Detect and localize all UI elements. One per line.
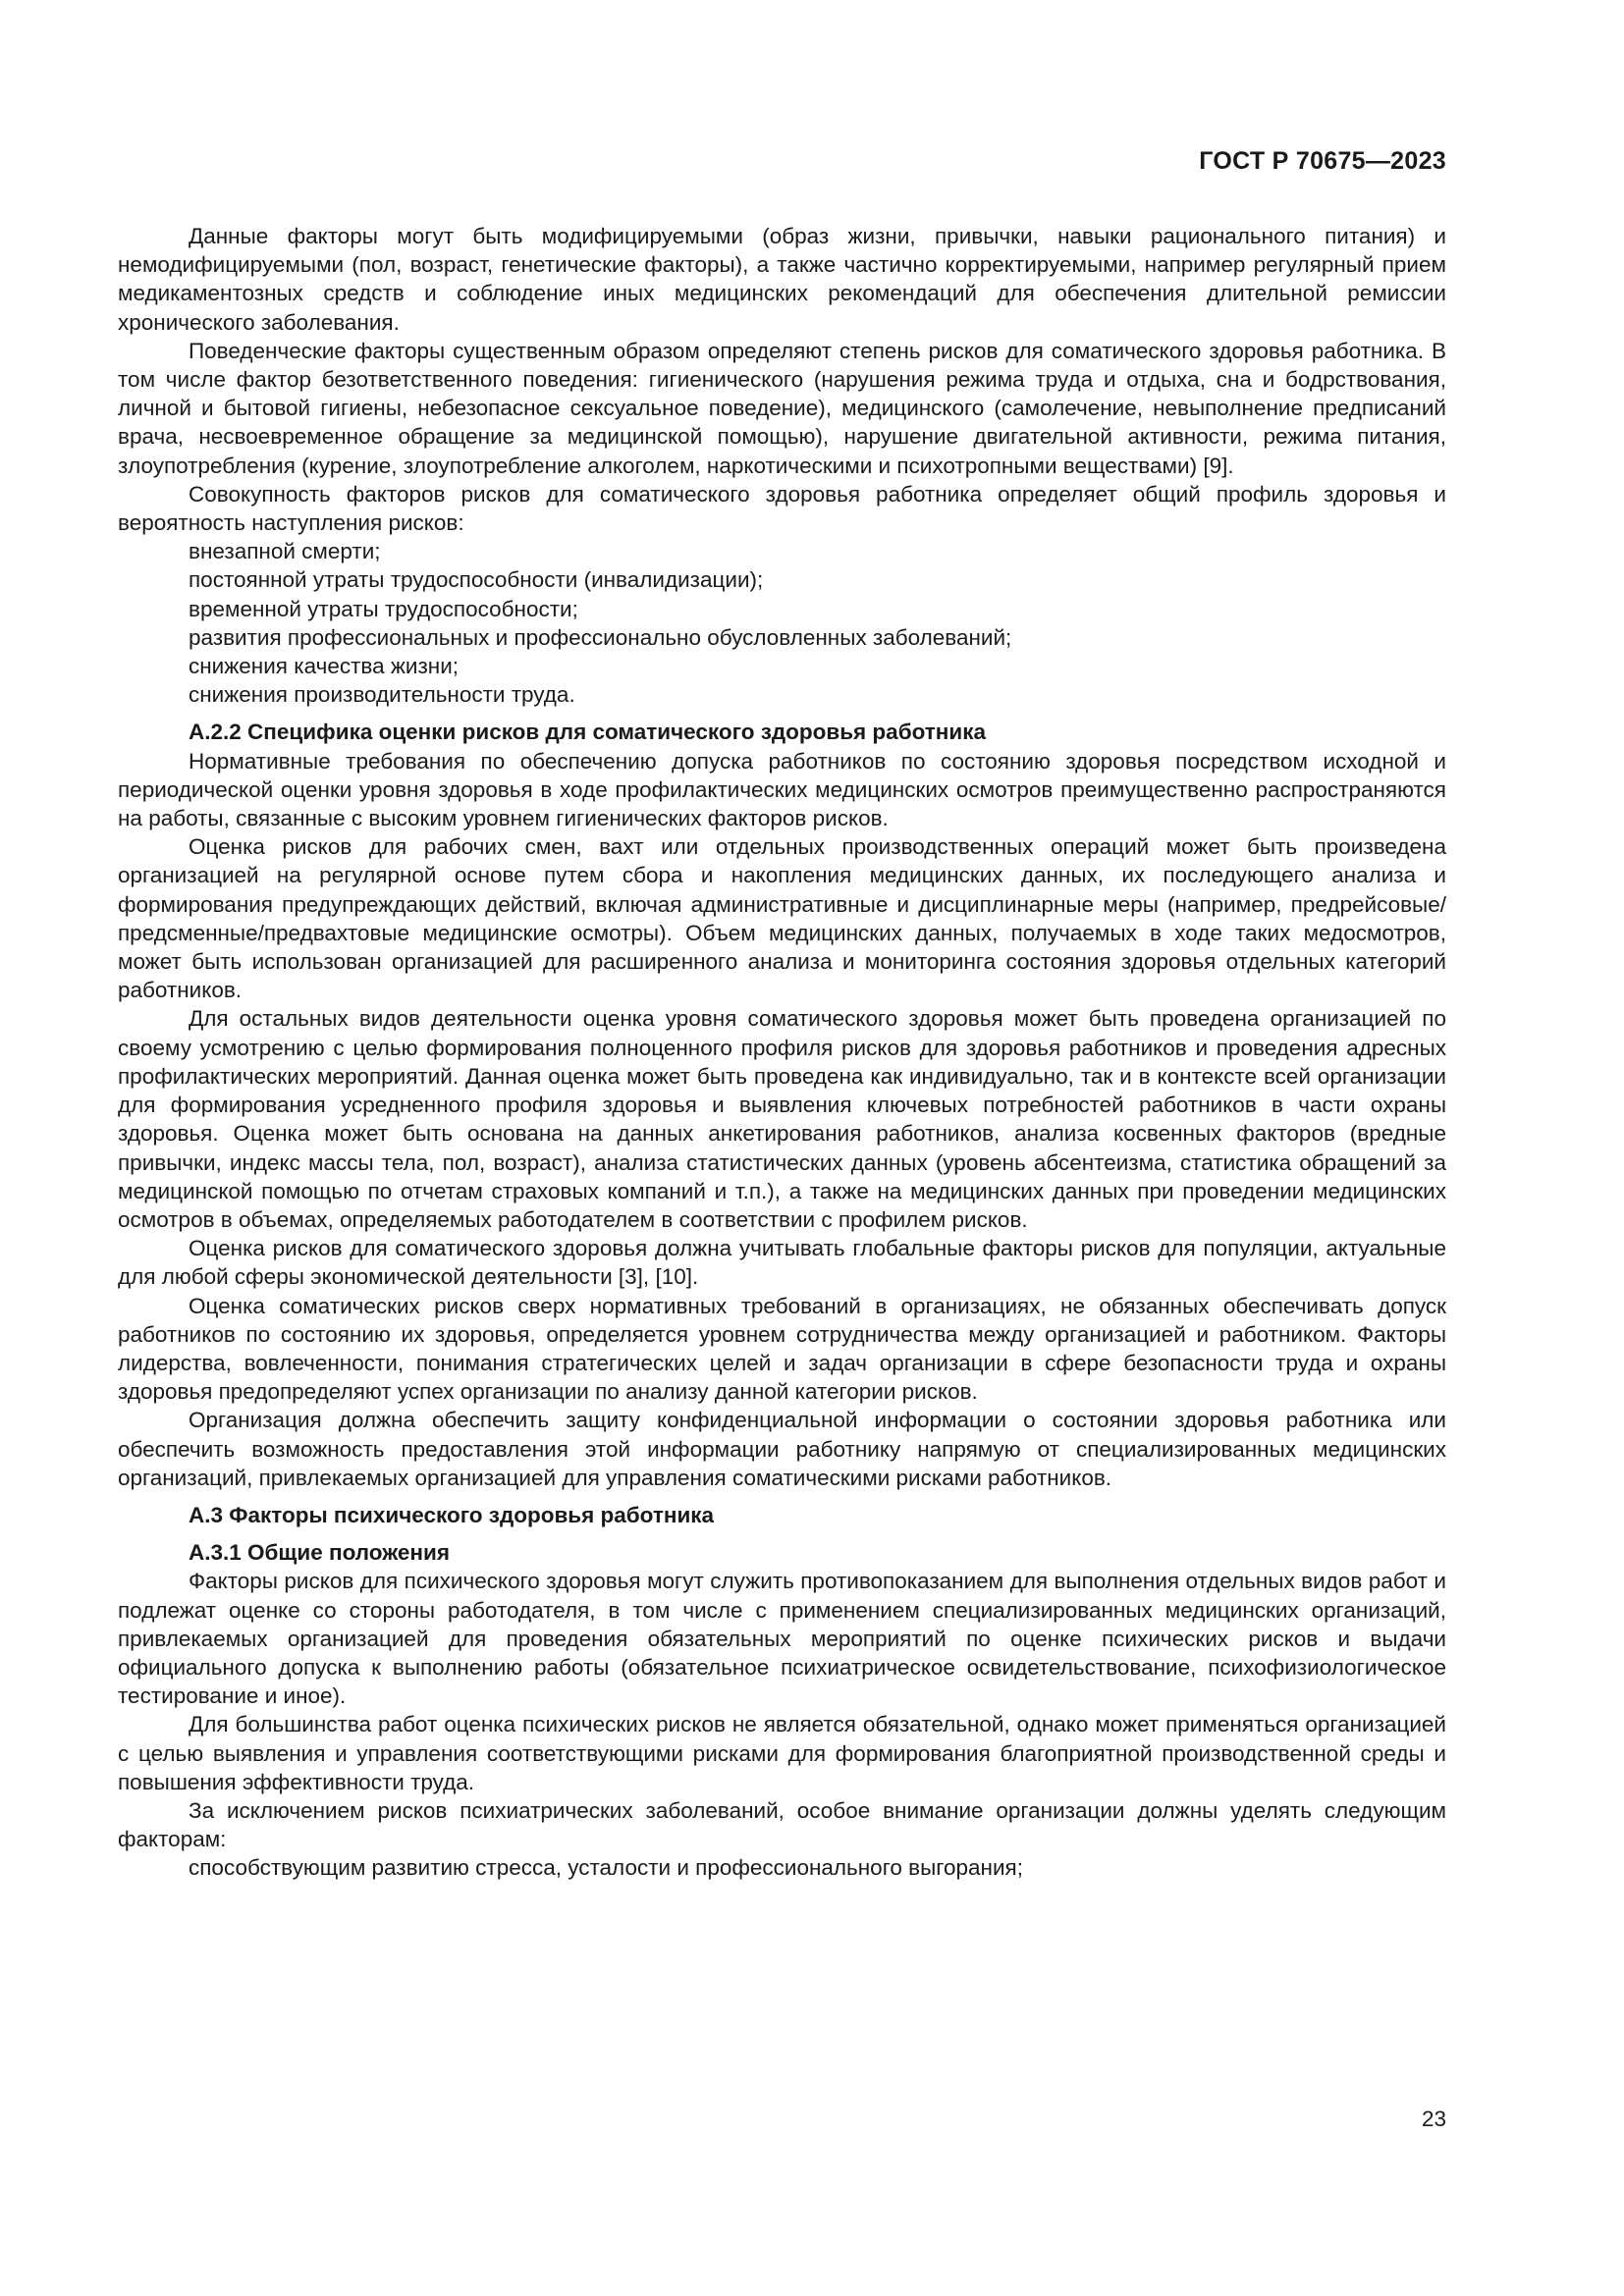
paragraph: Для большинства работ оценка психических рисков не является обязательной, однако может применяться организацией с целью выявления и управления соответствующими рисками для формирования благоприятной производственной среды и повышения эффективности труда. xyxy=(118,1712,1446,1794)
section-heading: А.2.2 Специфика оценки рисков для соматического здоровья работника xyxy=(189,720,986,745)
list-item: развития профессиональных и профессионально обусловленных заболеваний; xyxy=(189,624,1012,650)
paragraph: Оценка соматических рисков сверх нормативных требований в организациях, не обязанных обеспечивать допуск работников по состоянию их здоровья, определяется уровнем сотрудничества между организацией и работником. Факторы лидерства, вовлеченности, понимания стратегических целей и задач организации в сфере безопасности труда и охраны здоровья предопределяют успех организации по анализу данной категории рисков. xyxy=(118,1293,1446,1405)
section-heading: А.3 Факторы психического здоровья работника xyxy=(189,1502,715,1527)
standard-header: ГОСТ Р 70675—2023 xyxy=(1199,147,1446,175)
list-item: снижения производительности труда. xyxy=(189,682,575,708)
paragraph: Оценка рисков для рабочих смен, вахт или отдельных производственных операций может быть произведена организацией на регулярной основе путем сбора и накопления медицинских данных, их последующего анализа и формирования предупреждающих действий, включая административные и дисциплинарные меры (например, предрейсовые/предсменные/предвахтовые медицинские осмотры). Объем медицинских данных, получаемых в ходе таких медосмотров, может быть использован организацией для расширенного анализа и мониторинга состояния здоровья отдельных категорий работников. xyxy=(118,834,1446,1003)
document-body xyxy=(118,222,1446,1883)
paragraph: Нормативные требования по обеспечению допуска работников по состоянию здоровья посредством исходной и периодической оценки уровня здоровья в ходе профилактических медицинских осмотров преимущественно распространяются на работы, связанные с высоким уровнем гигиенических факторов рисков. xyxy=(118,748,1446,831)
document-page xyxy=(118,147,1446,2209)
list-item: постоянной утраты трудоспособности (инвалидизации); xyxy=(189,567,764,593)
paragraph: Данные факторы могут быть модифицируемыми (образ жизни, привычки, навыки рационального питания) и немодифицируемыми (пол, возраст, генетические факторы), а также частично корректируемыми, например регулярный прием медикаментозных средств и соблюдение иных медицинских рекомендаций для обеспечения длительной ремиссии хронического заболевания. xyxy=(118,224,1446,335)
list-item: внезапной смерти; xyxy=(189,539,381,564)
list-item: способствующим развитию стресса, усталости и профессионального выгорания; xyxy=(189,1855,1023,1881)
paragraph: Факторы рисков для психического здоровья могут служить противопоказанием для выполнения отдельных видов работ и подлежат оценке со стороны работодателя, в том числе с применением специализированных медицинских организаций, привлекаемых организацией для проведения обязательных мероприятий по оценке психических рисков и выдачи официального допуска к выполнению работы (обязательное психиатрическое освидетельствование, психофизиологическое тестирование и иное). xyxy=(118,1569,1446,1709)
list-item: снижения качества жизни; xyxy=(189,654,460,679)
paragraph: Оценка рисков для соматического здоровья должна учитывать глобальные факторы рисков для популяции, актуальные для любой сферы экономической деятельности [3], [10]. xyxy=(118,1236,1446,1290)
paragraph: Поведенческие факторы существенным образом определяют степень рисков для соматического здоровья работника. В том числе фактор безответственного поведения: гигиенического (нарушения режима труда и отдыха, сна и бодрствования, личной и бытовой гигиены, небезопасное сексуальное поведение), медицинского (самолечение, невыполнение предписаний врача, несвоевременное обращение за медицинской помощью), нарушение двигательной активности, режима питания, злоупотребления (курение, злоупотребление алкоголем, наркотическими и психотропными веществами) [9]. xyxy=(118,338,1446,478)
paragraph: Для остальных видов деятельности оценка уровня соматического здоровья может быть проведена организацией по своему усмотрению с целью формирования полноценного профиля рисков для здоровья работников и проведения адресных профилактических мероприятий. Данная оценка может быть проведена как индивидуально, так и в контексте всей организации для формирования усредненного профиля здоровья и выявления ключевых потребностей работников в части охраны здоровья. Оценка может быть основана на данных анкетирования работников, анализа косвенных факторов (вредные привычки, индекс массы тела, пол, возраст), анализа статистических данных (уровень абсентеизма, статистика обращений за медицинской помощью по отчетам страховых компаний и т.п.), а также на медицинских данных при проведении медицинских осмотров в объемах, определяемых работодателем в соответствии с профилем рисков. xyxy=(118,1006,1446,1232)
paragraph: За исключением рисков психиатрических заболеваний, особое внимание организации должны уделять следующим факторам: xyxy=(118,1797,1446,1852)
subsection-heading: А.3.1 Общие положения xyxy=(189,1540,450,1566)
paragraph: Организация должна обеспечить защиту конфиденциальной информации о состоянии здоровья работника или обеспечить возможность предоставления этой информации работнику напрямую от специализированных медицинских организаций, привлекаемых организацией для управления соматическими рисками работников. xyxy=(118,1408,1446,1490)
paragraph: Совокупность факторов рисков для соматического здоровья работника определяет общий профиль здоровья и вероятность наступления рисков: xyxy=(118,481,1446,536)
page-number: 23 xyxy=(1421,2107,1446,2131)
list-item: временной утраты трудоспособности; xyxy=(189,596,578,621)
